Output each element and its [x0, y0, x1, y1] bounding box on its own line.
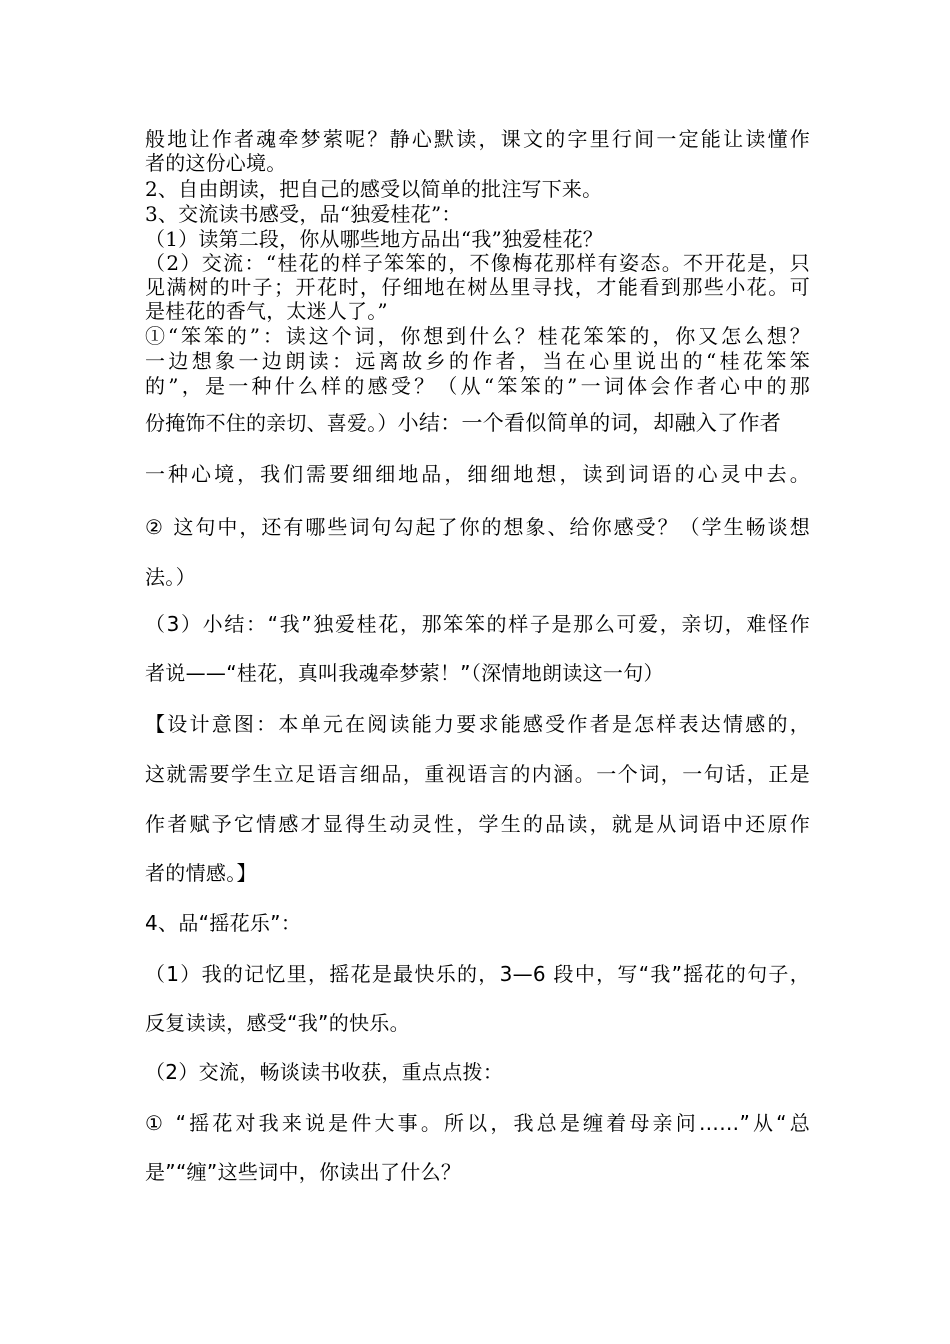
- text-line: （2）交流：“桂花的样子笨笨的，不像梅花那样有姿态。不开花是，只: [145, 251, 810, 275]
- text-line: 者的这份心境。: [145, 151, 287, 175]
- text-line: 者的情感。】: [145, 861, 257, 885]
- text-line: （2）交流，畅谈读书收获，重点点拨：: [145, 1060, 504, 1084]
- text-segment: 小结：一个看似简单的词，却融入了作者: [397, 411, 782, 435]
- text-line-mixed: [145, 410, 810, 436]
- text-line: （1）读第二段，你从哪些地方品出“我”独爱桂花？: [145, 227, 603, 251]
- text-line: 2、自由朗读，把自己的感受以简单的批注写下来。: [145, 177, 603, 201]
- text-line: 般地让作者魂牵梦萦呢？静心默读，课文的字里行间一定能让读懂作: [145, 127, 810, 151]
- text-line: 者说——“桂花，真叫我魂牵梦萦！”（深情地朗读这一句）: [145, 661, 664, 685]
- text-line: 反复读读，感受“我”的快乐。: [145, 1011, 410, 1035]
- text-line: 见满树的叶子；开花时，仔细地在树丛里寻找，才能看到那些小花。可: [145, 275, 810, 299]
- text-line: 一边想象一边朗读：远离故乡的作者，当在心里说出的“桂花笨笨: [145, 349, 810, 373]
- text-line: ①“笨笨的”：读这个词，你想到什么？桂花笨笨的，你又怎么想？: [145, 324, 810, 348]
- text-segment: 份掩饰不住的亲切、喜爱。）: [145, 411, 398, 435]
- text-line: （3）小结：“我”独爱桂花，那笨笨的样子是那么可爱，亲切，难怪作: [145, 612, 810, 636]
- text-line: （1）我的记忆里，摇花是最快乐的，3—6 段中，写“我”摇花的句子，: [145, 962, 810, 986]
- text-line: 4、品“摇花乐”：: [145, 911, 302, 935]
- text-line: 3、交流读书感受，品“独爱桂花”：: [145, 202, 462, 226]
- text-line: 是”“缠”这些词中，你读出了什么？: [145, 1160, 462, 1184]
- text-line: ① “摇花对我来说是件大事。所以，我总是缠着母亲问……”从“总: [145, 1111, 810, 1135]
- text-line: 作者赋予它情感才显得生动灵性，学生的品读，就是从词语中还原作: [145, 812, 810, 836]
- text-line: 一种心境，我们需要细细地品，细细地想，读到词语的心灵中去。: [145, 462, 810, 486]
- text-line: 【设计意图：本单元在阅读能力要求能感受作者是怎样表达情感的，: [145, 712, 810, 736]
- text-line: 的”，是一种什么样的感受？（从“笨笨的”一词体会作者心中的那: [145, 374, 810, 398]
- text-line: 这就需要学生立足语言细品，重视语言的内涵。一个词，一句话，正是: [145, 762, 810, 786]
- text-line: ② 这句中，还有哪些词句勾起了你的想象、给你感受？（学生畅谈想: [145, 515, 810, 539]
- text-line: 法。）: [145, 565, 196, 589]
- text-line: 是桂花的香气，太迷人了。”: [145, 299, 388, 323]
